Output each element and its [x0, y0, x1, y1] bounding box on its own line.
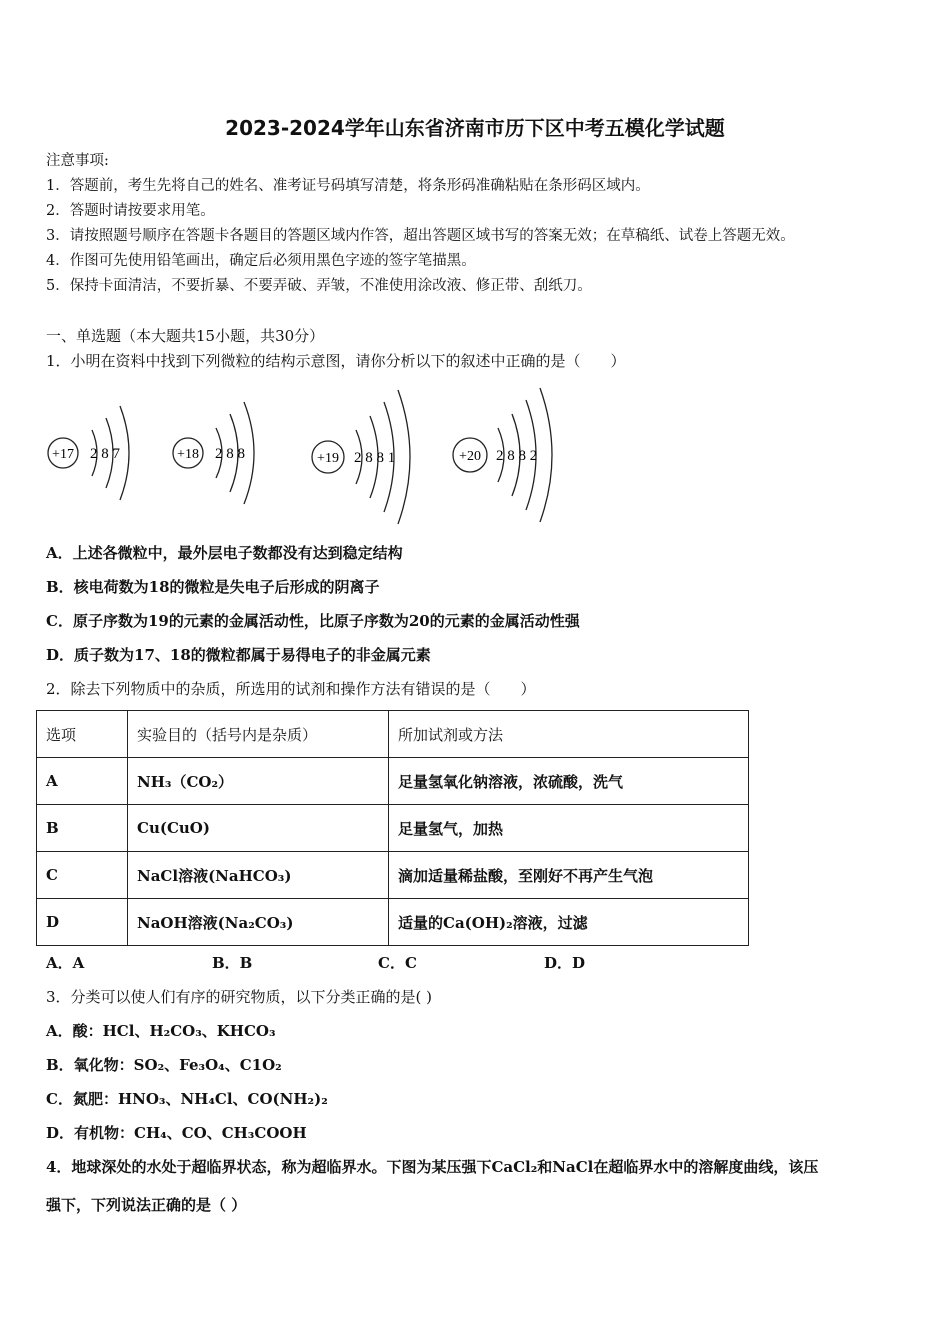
question-3-option-a: A．酸：HCl、H₂CO₃、KHCO₃ — [46, 1022, 276, 1040]
notice-item: 1．答题前，考生先将自己的姓名、准考证号码填写清楚，将条形码准确粘贴在条形码区域内。 — [46, 178, 650, 194]
question-4-stem-line-1: 4．地球深处的水处于超临界状态，称为超临界水。下图为某压强下CaCl₂和NaCl在超临界水中的溶解度曲线，该压 — [46, 1158, 819, 1176]
table-cell: 适量的Ca(OH)₂溶液，过滤 — [389, 899, 749, 946]
question-1-option-b: B．核电荷数为18的微粒是失电子后形成的阴离子 — [46, 578, 380, 596]
table-cell: Cu(CuO) — [128, 805, 389, 852]
table-cell: D — [37, 899, 128, 946]
atom-nucleus-label: +18 — [177, 447, 199, 462]
table-header-cell: 选项 — [37, 711, 128, 758]
question-3-option-b: B．氧化物：SO₂、Fe₃O₄、C1O₂ — [46, 1056, 282, 1074]
table-row — [37, 805, 749, 852]
question-2-options — [46, 952, 710, 973]
atom-shell-electrons: 2 8 7 — [90, 446, 120, 462]
atom-nucleus-label: +20 — [459, 449, 481, 464]
question-3-option-c: C．氮肥：HNO₃、NH₄Cl、CO(NH₂)₂ — [46, 1090, 328, 1108]
table-header-row — [37, 711, 749, 758]
page-title: 2023-2024学年山东省济南市历下区中考五模化学试题 — [225, 116, 725, 140]
notice-item: 3．请按照题号顺序在答题卡各题目的答题区域内作答，超出答题区域书写的答案无效；在草稿纸、试卷上答题无效。 — [46, 228, 795, 244]
atom-shell-electrons: 2 8 8 2 — [496, 448, 538, 464]
atom-structure-diagrams — [40, 380, 560, 530]
question-2-option-c: C．C — [378, 954, 417, 972]
question-3-stem: 3．分类可以使人们有序的研究物质，以下分类正确的是( ) — [46, 988, 433, 1006]
table-cell: 足量氢气，加热 — [389, 805, 749, 852]
table-cell: NaCl溶液(NaHCO₃) — [128, 852, 389, 899]
table-row — [37, 899, 749, 946]
notice-item: 4．作图可先使用铅笔画出，确定后必须用黑色字迹的签字笔描黑。 — [46, 253, 476, 269]
question-2-stem: 2．除去下列物质中的杂质，所选用的试剂和操作方法有错误的是（ ） — [46, 680, 536, 698]
table-cell: B — [37, 805, 128, 852]
question-1-option-c: C．原子序数为19的元素的金属活动性，比原子序数为20的元素的金属活动性强 — [46, 612, 580, 630]
atom-shell-electrons: 2 8 8 — [215, 446, 245, 462]
table-cell: NH₃（CO₂） — [128, 758, 389, 805]
question-1-option-d: D．质子数为17、18的微粒都属于易得电子的非金属元素 — [46, 646, 431, 664]
question-2-option-b: B．B — [212, 954, 253, 972]
table-cell: C — [37, 852, 128, 899]
question-4-stem-line-2: 强下，下列说法正确的是（ ） — [46, 1196, 247, 1214]
question-2-option-d: D．D — [544, 954, 586, 972]
question-3-option-d: D．有机物：CH₄、CO、CH₃COOH — [46, 1124, 307, 1142]
question-2-option-a: A．A — [46, 954, 85, 972]
atom-nucleus-label: +17 — [52, 447, 74, 462]
question-2-table — [36, 710, 749, 946]
table-cell: 滴加适量稀盐酸，至刚好不再产生气泡 — [389, 852, 749, 899]
notice-heading: 注意事项: — [46, 153, 109, 169]
table-cell: 足量氢氧化钠溶液，浓硫酸，洗气 — [389, 758, 749, 805]
table-cell: NaOH溶液(Na₂CO₃) — [128, 899, 389, 946]
table-header-cell: 所加试剂或方法 — [389, 711, 749, 758]
table-row — [37, 852, 749, 899]
question-1-stem: 1．小明在资料中找到下列微粒的结构示意图，请你分析以下的叙述中正确的是（ ） — [46, 352, 626, 370]
table-row — [37, 758, 749, 805]
atom-nucleus-label: +19 — [317, 451, 339, 466]
section-heading: 一、单选题（本大题共15小题，共30分） — [46, 327, 325, 345]
question-1-option-a: A．上述各微粒中，最外层电子数都没有达到稳定结构 — [46, 544, 403, 562]
atom-shell-electrons: 2 8 8 1 — [354, 450, 396, 466]
table-header-cell: 实验目的（括号内是杂质） — [128, 711, 389, 758]
notice-item: 2．答题时请按要求用笔。 — [46, 203, 215, 219]
notice-item: 5．保持卡面清洁，不要折暴、不要弄破、弄皱，不准使用涂改液、修正带、刮纸刀。 — [46, 278, 592, 294]
table-cell: A — [37, 758, 128, 805]
